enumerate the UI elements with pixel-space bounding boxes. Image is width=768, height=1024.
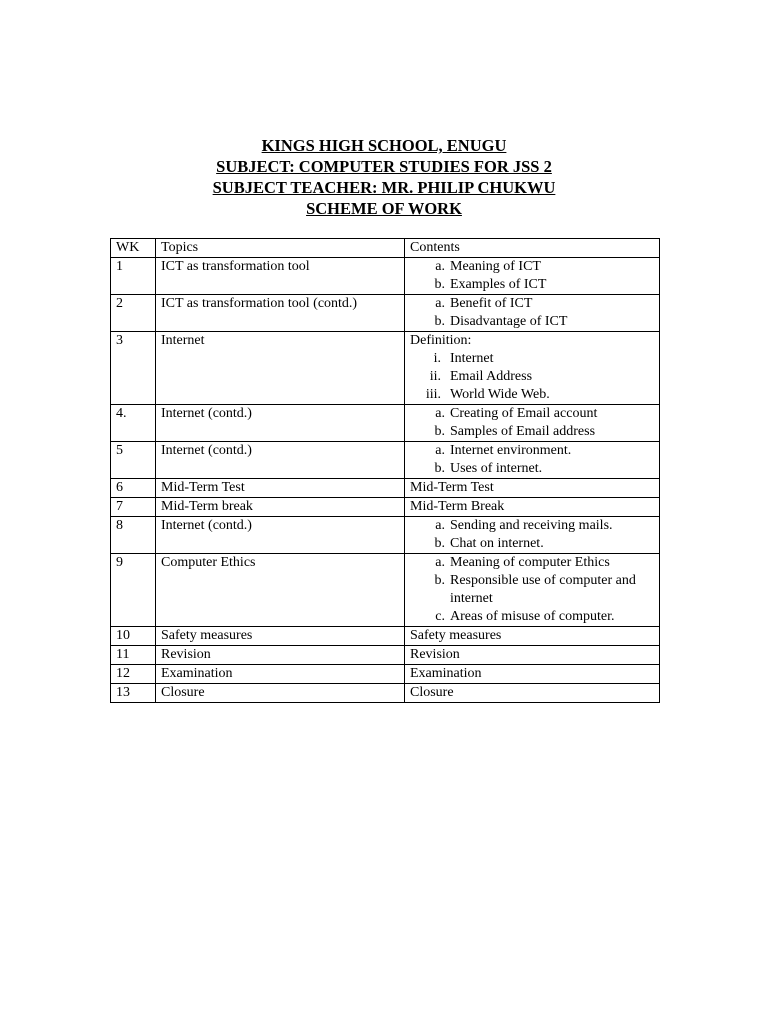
contents-intro: Closure xyxy=(410,685,454,700)
week-cell: 4. xyxy=(111,405,156,442)
table-row xyxy=(111,442,660,479)
list-text: Email Address xyxy=(450,369,533,384)
list-marker: a. xyxy=(435,259,445,274)
teacher-line: SUBJECT TEACHER: MR. PHILIP CHUKWU xyxy=(212,178,556,197)
table-row xyxy=(111,295,660,332)
content-list-item xyxy=(410,313,659,331)
list-marker: i. xyxy=(433,351,441,366)
content-list-item xyxy=(410,368,659,386)
week-cell: 5 xyxy=(111,442,156,479)
list-marker: a. xyxy=(435,296,445,311)
content-list-item xyxy=(410,460,659,478)
list-marker: ii. xyxy=(429,369,441,384)
list-text: Meaning of computer Ethics xyxy=(450,555,610,570)
topic-cell: Mid-Term Test xyxy=(156,479,405,498)
week-cell: 8 xyxy=(111,517,156,554)
list-text: Chat on internet. xyxy=(450,536,544,551)
topic-cell: Closure xyxy=(156,684,405,703)
week-cell: 13 xyxy=(111,684,156,703)
document-header xyxy=(0,135,768,219)
list-marker: iii. xyxy=(425,387,441,402)
header-contents: Contents xyxy=(405,239,660,258)
contents-cell xyxy=(405,627,660,646)
week-cell: 10 xyxy=(111,627,156,646)
content-list-item xyxy=(410,276,659,294)
list-marker: a. xyxy=(435,555,445,570)
school-name: KINGS HIGH SCHOOL, ENUGU xyxy=(261,136,507,155)
table-row xyxy=(111,405,660,442)
contents-cell xyxy=(405,442,660,479)
list-text: Benefit of ICT xyxy=(450,296,533,311)
list-marker: c. xyxy=(435,609,445,624)
content-list-item xyxy=(410,295,659,313)
table-row xyxy=(111,665,660,684)
contents-intro: Mid-Term Test xyxy=(410,480,494,495)
list-marker: b. xyxy=(434,536,445,551)
topic-cell: Internet (contd.) xyxy=(156,517,405,554)
topic-cell: Mid-Term break xyxy=(156,498,405,517)
list-marker: b. xyxy=(434,277,445,292)
contents-intro: Revision xyxy=(410,647,460,662)
table-row xyxy=(111,554,660,627)
list-text: Uses of internet. xyxy=(450,461,543,476)
list-text: Samples of Email address xyxy=(450,424,596,439)
contents-cell xyxy=(405,295,660,332)
list-text: Creating of Email account xyxy=(450,406,598,421)
table-row xyxy=(111,646,660,665)
contents-intro: Examination xyxy=(410,666,482,681)
topic-cell: Computer Ethics xyxy=(156,554,405,627)
list-text: Meaning of ICT xyxy=(450,259,541,274)
contents-cell xyxy=(405,665,660,684)
table-row xyxy=(111,498,660,517)
week-cell: 1 xyxy=(111,258,156,295)
week-cell: 12 xyxy=(111,665,156,684)
table-row xyxy=(111,258,660,295)
table-body xyxy=(111,239,660,703)
content-list-item xyxy=(410,517,659,535)
table-row xyxy=(111,627,660,646)
list-text: Areas of misuse of computer. xyxy=(450,609,615,624)
content-list-item xyxy=(410,423,659,441)
scheme-of-work-table xyxy=(110,238,660,703)
table-row xyxy=(111,479,660,498)
contents-intro: Safety measures xyxy=(410,628,502,643)
contents-cell xyxy=(405,332,660,405)
topic-cell: Internet (contd.) xyxy=(156,405,405,442)
list-text: Disadvantage of ICT xyxy=(450,314,568,329)
content-list-item xyxy=(410,608,659,626)
list-marker: a. xyxy=(435,406,445,421)
list-marker: a. xyxy=(435,443,445,458)
content-list-item xyxy=(410,554,659,572)
week-cell: 3 xyxy=(111,332,156,405)
subject-line: SUBJECT: COMPUTER STUDIES FOR JSS 2 xyxy=(216,157,552,176)
contents-cell xyxy=(405,498,660,517)
list-marker: b. xyxy=(434,573,445,588)
content-list-item xyxy=(410,442,659,460)
list-marker: b. xyxy=(434,314,445,329)
table-row xyxy=(111,332,660,405)
list-text: World Wide Web. xyxy=(450,387,550,402)
header-wk: WK xyxy=(111,239,156,258)
contents-cell xyxy=(405,258,660,295)
content-list-item xyxy=(410,535,659,553)
week-cell: 9 xyxy=(111,554,156,627)
topic-cell: Examination xyxy=(156,665,405,684)
week-cell: 11 xyxy=(111,646,156,665)
content-list-item xyxy=(410,572,659,608)
table-row xyxy=(111,517,660,554)
week-cell: 7 xyxy=(111,498,156,517)
document-title: SCHEME OF WORK xyxy=(306,199,462,218)
topic-cell: Internet xyxy=(156,332,405,405)
topic-cell: Revision xyxy=(156,646,405,665)
list-text: Internet environment. xyxy=(450,443,572,458)
topic-cell: ICT as transformation tool xyxy=(156,258,405,295)
header-topics: Topics xyxy=(156,239,405,258)
contents-intro: Mid-Term Break xyxy=(410,499,505,514)
table-row xyxy=(111,684,660,703)
list-marker: a. xyxy=(435,518,445,533)
contents-intro: Definition: xyxy=(410,333,472,348)
table-header-row xyxy=(111,239,660,258)
week-cell: 6 xyxy=(111,479,156,498)
list-marker: b. xyxy=(434,424,445,439)
week-cell: 2 xyxy=(111,295,156,332)
topic-cell: Safety measures xyxy=(156,627,405,646)
list-text: Examples of ICT xyxy=(450,277,547,292)
list-text: Internet xyxy=(450,351,494,366)
content-list-item xyxy=(410,386,659,404)
contents-cell xyxy=(405,554,660,627)
list-marker: b. xyxy=(434,461,445,476)
contents-cell xyxy=(405,479,660,498)
content-list-item xyxy=(410,405,659,423)
list-text: Responsible use of computer and internet xyxy=(450,573,636,606)
contents-cell xyxy=(405,517,660,554)
contents-cell xyxy=(405,405,660,442)
topic-cell: ICT as transformation tool (contd.) xyxy=(156,295,405,332)
content-list-item xyxy=(410,350,659,368)
list-text: Sending and receiving mails. xyxy=(450,518,613,533)
contents-cell xyxy=(405,684,660,703)
topic-cell: Internet (contd.) xyxy=(156,442,405,479)
contents-cell xyxy=(405,646,660,665)
content-list-item xyxy=(410,258,659,276)
